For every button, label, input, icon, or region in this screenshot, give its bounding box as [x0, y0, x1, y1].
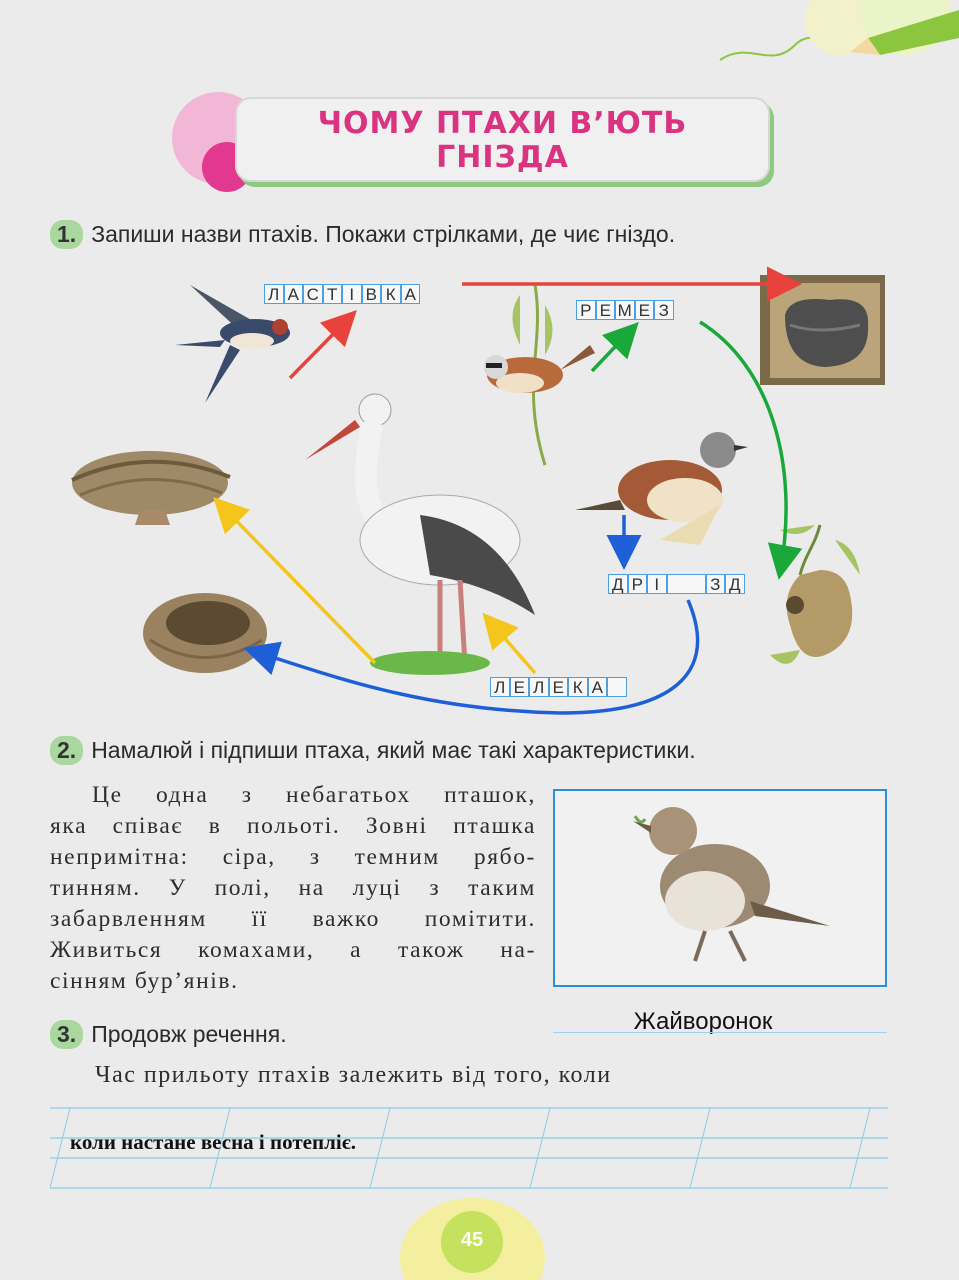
letter-cell[interactable]: З: [706, 574, 726, 594]
letter-cell[interactable]: [667, 574, 706, 594]
answer-bird-name: Жайворонок: [633, 1008, 773, 1035]
page-number: 45: [441, 1211, 503, 1273]
letter-cell[interactable]: Л: [529, 677, 549, 697]
task-2-instruction: [50, 736, 696, 765]
description-line: тинням. У полі, на луці з таким: [50, 875, 536, 901]
letter-cell[interactable]: А: [588, 677, 608, 697]
description-line: Це одна з небагатьох пташок,: [92, 782, 536, 808]
letter-cell[interactable]: А: [284, 284, 304, 304]
stork-nest-icon: [72, 451, 230, 525]
page-title: [235, 97, 770, 182]
drawing-box[interactable]: [553, 789, 887, 987]
word-cells-remez: [576, 300, 674, 320]
word-cells-thrush: [608, 574, 745, 594]
letter-cell[interactable]: І: [342, 284, 362, 304]
letter-cell[interactable]: Е: [549, 677, 569, 697]
letter-cell[interactable]: Р: [628, 574, 648, 594]
letter-cell[interactable]: Р: [576, 300, 596, 320]
letter-cell[interactable]: А: [401, 284, 421, 304]
pencil-decoration-icon: [700, 0, 959, 90]
thrush-icon: [575, 432, 748, 545]
handwritten-answer: коли настане весна і потепліє.: [70, 1130, 357, 1154]
description-line: сінням бур’янів.: [50, 968, 239, 994]
task-1-instruction: [50, 220, 675, 249]
answer-underline: [553, 1032, 887, 1033]
description-line: Живиться комахами, а також на-: [50, 937, 536, 963]
letter-cell[interactable]: І: [647, 574, 667, 594]
thrush-nest-icon: [143, 593, 267, 673]
description-line: непримітна: сіра, з темним рябо-: [50, 844, 536, 870]
description-line: забарвленням її важко помітити.: [50, 906, 536, 932]
letter-cell[interactable]: Л: [264, 284, 284, 304]
title-line-2: ГНІЗДА: [436, 140, 569, 175]
title-line-1: ЧОМУ ПТАХИ В’ЮТЬ: [317, 106, 688, 141]
task-2-text: Намалюй і підпиши птаха, який має такі характеристики.: [91, 737, 696, 763]
task-3-text: Продовж речення.: [91, 1021, 287, 1047]
letter-cell[interactable]: Д: [725, 574, 745, 594]
letter-cell[interactable]: Е: [635, 300, 655, 320]
bird-description: [50, 780, 536, 997]
letter-cell[interactable]: С: [303, 284, 323, 304]
task-number-3: 3.: [50, 1020, 83, 1049]
letter-cell[interactable]: М: [615, 300, 635, 320]
description-line: яка співає в польоті. Зовні пташка: [50, 813, 536, 839]
letter-cell[interactable]: Т: [323, 284, 343, 304]
letter-cell[interactable]: Е: [596, 300, 616, 320]
letter-cell[interactable]: Л: [490, 677, 510, 697]
birds-and-nests-illustration: [0, 255, 959, 735]
task-number-2: 2.: [50, 736, 83, 765]
word-cells-stork: [490, 677, 627, 697]
letter-cell[interactable]: К: [381, 284, 401, 304]
letter-cell[interactable]: З: [654, 300, 674, 320]
word-cells-swallow: [264, 284, 420, 304]
task-3-instruction: [50, 1020, 287, 1049]
sentence-start: Час прильоту птахів залежить від того, коли: [95, 1062, 612, 1088]
letter-cell[interactable]: К: [568, 677, 588, 697]
letter-cell[interactable]: В: [362, 284, 382, 304]
letter-cell[interactable]: Е: [510, 677, 530, 697]
lark-bird-icon: [555, 791, 885, 985]
letter-cell[interactable]: Д: [608, 574, 628, 594]
task-1-text: Запиши назви птахів. Покажи стрілками, де чиє гніздо.: [91, 221, 676, 247]
task-number-1: 1.: [50, 220, 83, 249]
letter-cell[interactable]: [607, 677, 627, 697]
remez-nest-icon: [760, 275, 885, 385]
